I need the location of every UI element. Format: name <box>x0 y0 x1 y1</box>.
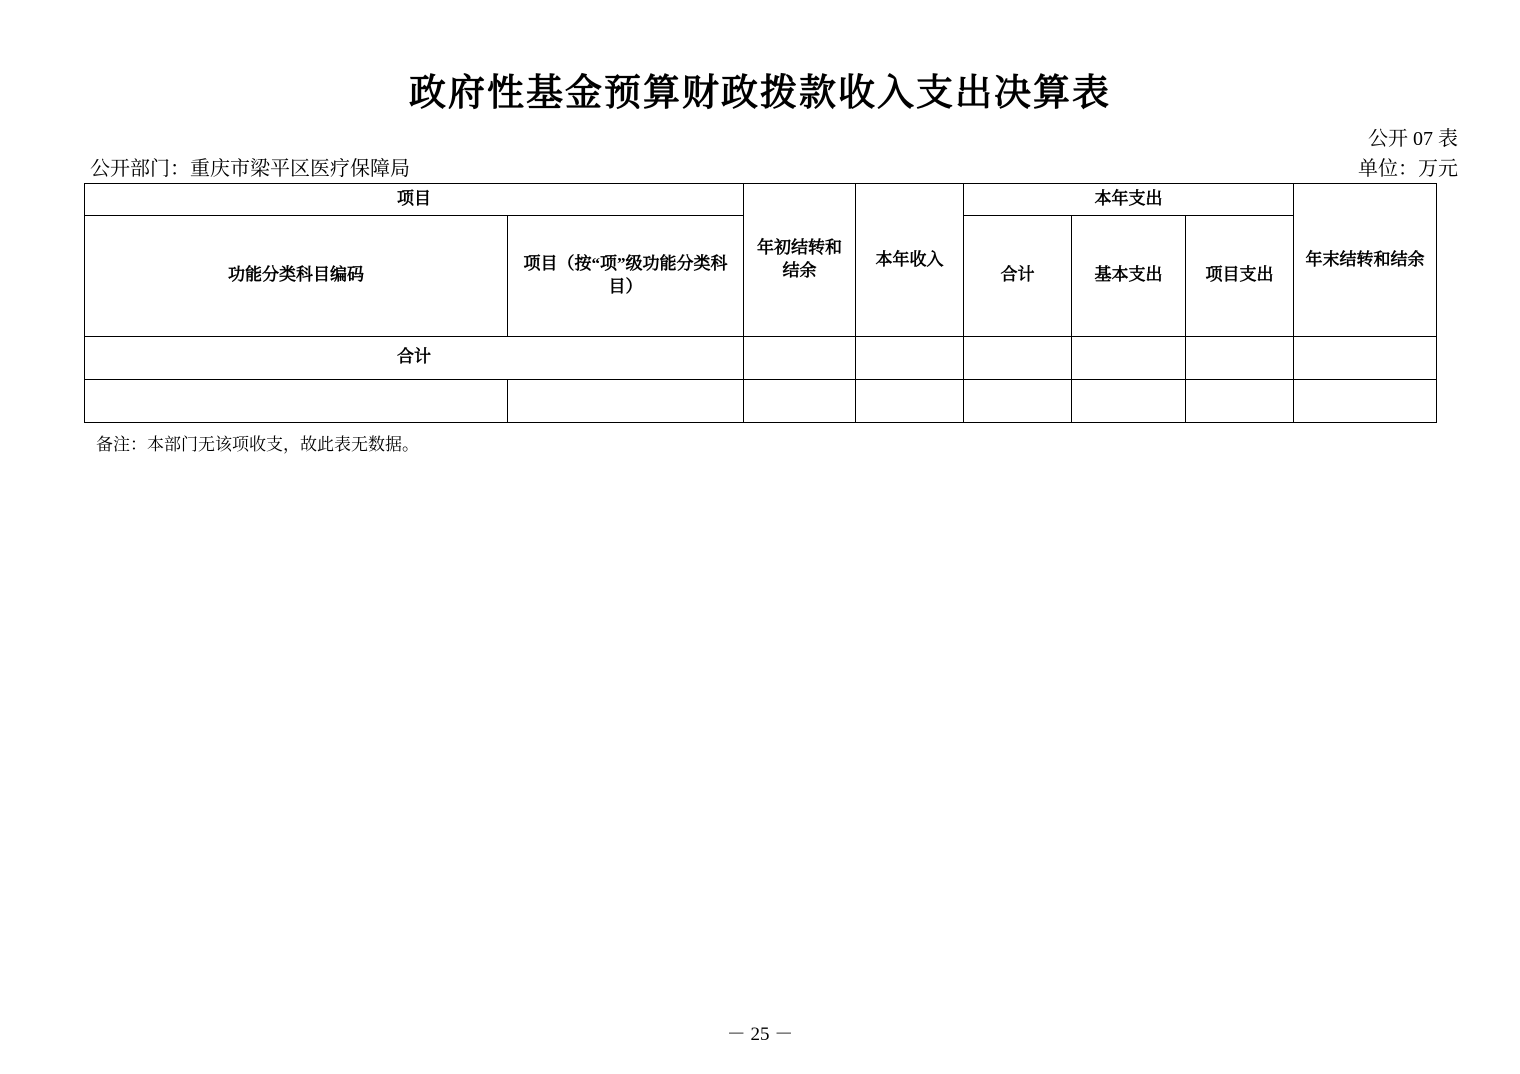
header-end-balance: 年末结转和结余 <box>1294 184 1437 337</box>
row-total-begin-balance <box>744 336 856 379</box>
page-title: 政府性基金预算财政拨款收入支出决算表 <box>409 70 1111 114</box>
row-total-expenditure-total <box>964 336 1072 379</box>
row-total-current-year-income <box>856 336 964 379</box>
header-item-group: 项目 <box>85 184 744 216</box>
header-function-code: 功能分类科目编码 <box>85 215 508 336</box>
row-blank-current-year-income <box>856 379 964 422</box>
row-blank-begin-balance <box>744 379 856 422</box>
budget-table <box>84 183 1437 423</box>
table-header-row-group <box>85 184 1437 216</box>
row-blank-function-code <box>85 379 508 422</box>
row-total-project-expenditure <box>1186 336 1294 379</box>
row-total-end-balance <box>1294 336 1437 379</box>
table-note: 备注：本部门无该项收支，故此表无数据。 <box>96 435 419 454</box>
row-blank-project <box>508 379 744 422</box>
row-total-label: 合计 <box>85 336 744 379</box>
unit-label: 单位：万元 <box>1358 158 1458 180</box>
header-current-year-income: 本年收入 <box>856 184 964 337</box>
row-total-basic-expenditure <box>1072 336 1186 379</box>
department-label: 公开部门：重庆市梁平区医疗保障局 <box>90 158 410 180</box>
page-number: － 25 － <box>726 1024 794 1045</box>
header-basic-expenditure: 基本支出 <box>1072 215 1186 336</box>
header-expenditure-total: 合计 <box>964 215 1072 336</box>
row-blank-end-balance <box>1294 379 1437 422</box>
header-project: 项目（按“项”级功能分类科目） <box>508 215 744 336</box>
header-begin-balance: 年初结转和结余 <box>744 184 856 337</box>
table-row <box>85 379 1437 422</box>
header-current-year-expenditure-group: 本年支出 <box>964 184 1294 216</box>
row-blank-project-expenditure <box>1186 379 1294 422</box>
row-blank-expenditure-total <box>964 379 1072 422</box>
row-blank-basic-expenditure <box>1072 379 1186 422</box>
form-code-label: 公开 07 表 <box>1368 128 1458 150</box>
table-row <box>85 336 1437 379</box>
header-project-expenditure: 项目支出 <box>1186 215 1294 336</box>
